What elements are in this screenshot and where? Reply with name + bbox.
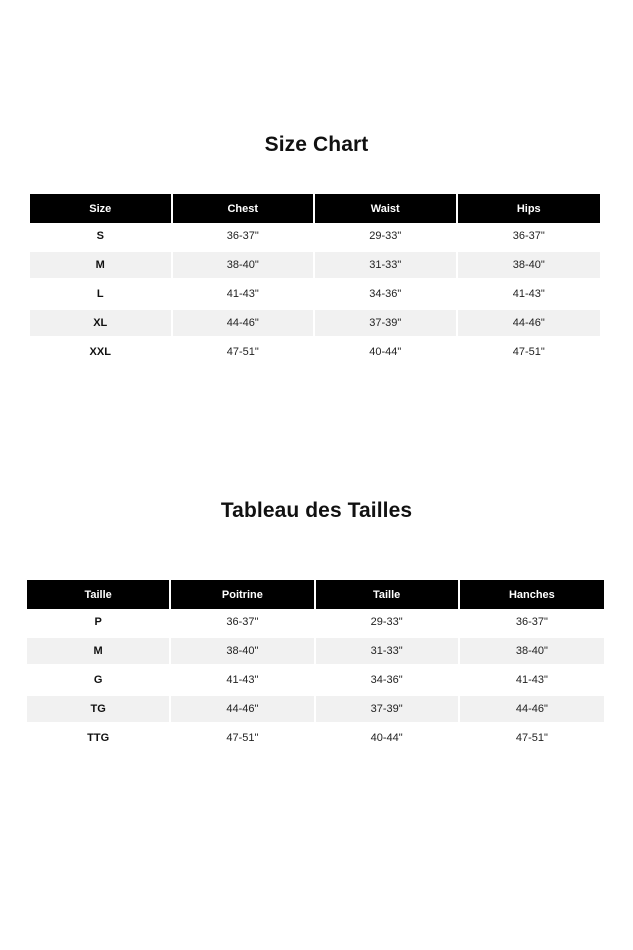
table-row	[30, 310, 600, 339]
chest-cell: 47-51"	[173, 339, 316, 368]
tableau-des-tailles-title: Tableau des Tailles	[220, 499, 413, 522]
hips-cell: 41-43"	[458, 281, 601, 310]
hips-cell: 38-40"	[458, 252, 601, 281]
waist-cell: 40-44"	[315, 339, 458, 368]
hips-cell: 38-40"	[460, 638, 604, 667]
hips-cell: 41-43"	[460, 667, 604, 696]
hips-cell: 36-37"	[458, 223, 601, 252]
table-row	[30, 339, 600, 368]
waist-cell: 40-44"	[316, 725, 460, 754]
waist-cell: 31-33"	[315, 252, 458, 281]
table-row	[30, 223, 600, 252]
chest-cell: 44-46"	[171, 696, 315, 725]
chest-cell: 36-37"	[173, 223, 316, 252]
header-size: Size	[30, 194, 173, 223]
size-cell: XXL	[30, 339, 173, 368]
hips-cell: 47-51"	[458, 339, 601, 368]
size-cell: S	[30, 223, 173, 252]
waist-cell: 31-33"	[316, 638, 460, 667]
size-chart-table	[30, 194, 600, 368]
size-cell: M	[27, 638, 171, 667]
header-chest: Chest	[173, 194, 316, 223]
waist-cell: 37-39"	[315, 310, 458, 339]
header-poitrine: Poitrine	[171, 580, 315, 609]
hips-cell: 36-37"	[460, 609, 604, 638]
size-cell: M	[30, 252, 173, 281]
tableau-des-tailles-table	[27, 580, 604, 754]
waist-cell: 29-33"	[315, 223, 458, 252]
table-row	[27, 696, 604, 725]
table-row	[27, 725, 604, 754]
size-cell: G	[27, 667, 171, 696]
chest-cell: 38-40"	[171, 638, 315, 667]
waist-cell: 29-33"	[316, 609, 460, 638]
chest-cell: 41-43"	[171, 667, 315, 696]
chest-cell: 36-37"	[171, 609, 315, 638]
size-cell: XL	[30, 310, 173, 339]
size-cell: L	[30, 281, 173, 310]
header-waist: Waist	[315, 194, 458, 223]
chest-cell: 44-46"	[173, 310, 316, 339]
hips-cell: 47-51"	[460, 725, 604, 754]
header-hanches: Hanches	[460, 580, 604, 609]
hips-cell: 44-46"	[460, 696, 604, 725]
hips-cell: 44-46"	[458, 310, 601, 339]
chest-cell: 38-40"	[173, 252, 316, 281]
size-cell: TG	[27, 696, 171, 725]
header-taille-waist: Taille	[316, 580, 460, 609]
table-row	[27, 667, 604, 696]
waist-cell: 37-39"	[316, 696, 460, 725]
header-taille: Taille	[27, 580, 171, 609]
table-header-row	[30, 194, 600, 223]
waist-cell: 34-36"	[316, 667, 460, 696]
size-cell: P	[27, 609, 171, 638]
size-chart-title: Size Chart	[264, 133, 369, 156]
chest-cell: 47-51"	[171, 725, 315, 754]
chest-cell: 41-43"	[173, 281, 316, 310]
waist-cell: 34-36"	[315, 281, 458, 310]
table-header-row	[27, 580, 604, 609]
table-row	[30, 252, 600, 281]
table-row	[27, 609, 604, 638]
size-cell: TTG	[27, 725, 171, 754]
table-row	[27, 638, 604, 667]
header-hips: Hips	[458, 194, 601, 223]
table-row	[30, 281, 600, 310]
